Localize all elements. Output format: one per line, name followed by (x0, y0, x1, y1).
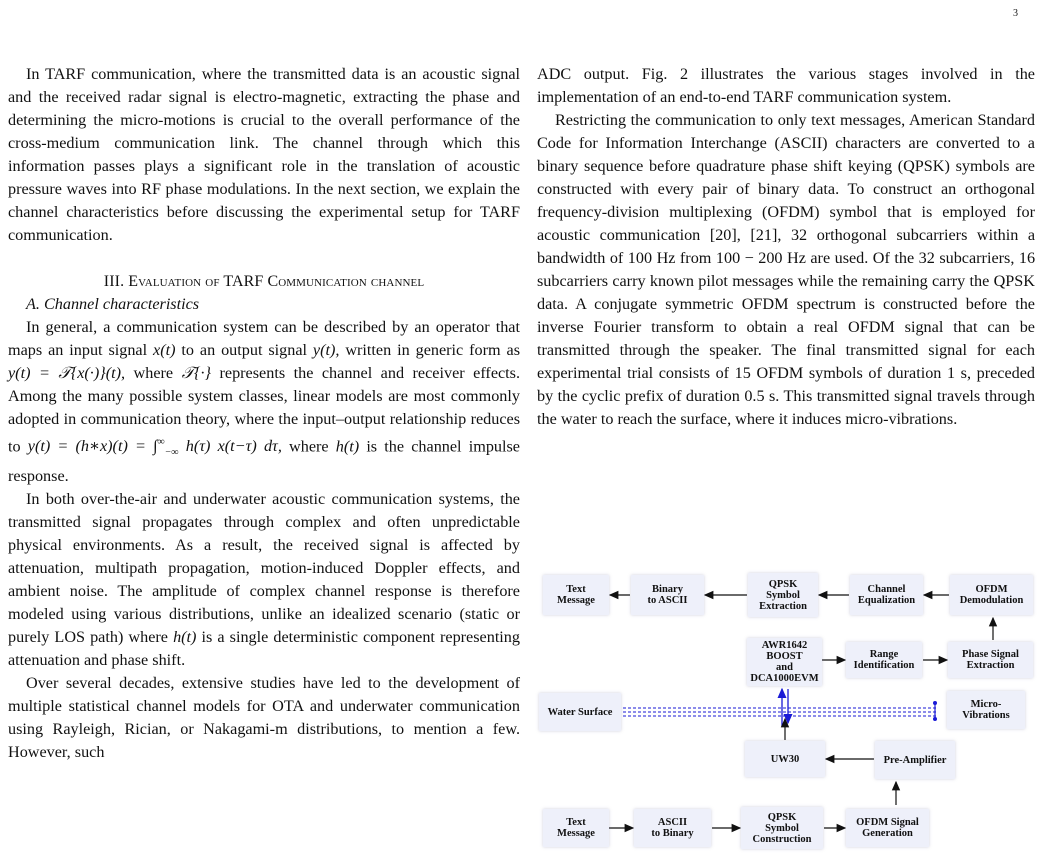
uw30-box: UW30 (745, 741, 825, 777)
range-identification-box: Range Identification (846, 642, 922, 678)
ascii-to-binary-box: ASCII to Binary (634, 809, 711, 847)
ofdm-demodulation-box: OFDM Demodulation (950, 575, 1033, 615)
pre-amplifier-box: Pre-Amplifier (875, 741, 955, 779)
paragraph-channel-model: In general, a communication system can be described by an operator that maps an input signal x(t) to an output signal y(t), written in generic form as y(t) = 𝒯{x(·)}(t), where 𝒯{·} represents the channel and receiver effects. Among the many possible system classes, linear models are most commonly adopted in communication theory, where the input–output relationship reduces to y(t) = (h∗x)(t) = $\int^\infty_{-\infty}$ h(τ) x(t−τ) dτ, where h(t) is the channel impulse response. (8, 318, 521, 485)
paragraph-propagation: In both over-the-air and underwater acoustic communication systems, the transmitted signal propagates through complex and often unpredictable physical environments. As a result, the received signal is affected by attenuation, multipath propagation, motion-induced Doppler effects, and ambient noise. The amplitude of complex channel response is therefore modeled using various distributions, unlike an idealized scenario (static or purely LOS path) where h(t) is a single deterministic component representing attenuation and phase shift. (8, 489, 520, 669)
ofdm-signal-generation-box: OFDM Signal Generation (846, 809, 929, 847)
radar-box: AWR1642 BOOST and DCA1000EVM (747, 638, 822, 686)
paragraph-ofdm: Restricting the communication to only text messages, American Standard Code for Information Interchange (ASCII) characters are converted to a binary sequence before quadrature phase shift keying (QPSK) symbols are constructed with every pair of binary data. To construct an orthogonal frequency-division multiplexing (OFDM) symbol that is employed for acoustic communication [20], [21], 32 orthogonal subcarriers within a bandwidth of 100 Hz from 100 − 200 Hz are used. Of the 32 subcarriers, 16 subcarriers carry known pilot messages while the remaining carry the QPSK data. A conjugate symmetric OFDM spectrum is constructed before the inverse Fourier transform to obtain a real OFDM signal that can be transmitted through the speaker. The final transmitted signal for each experimental trial consists of 15 OFDM symbols of duration 1 s, preceded by the cyclic prefix of duration 0.5 s. This transmitted signal travels through the water to reach the surface, where it induces micro-vibrations. (537, 111, 1036, 428)
section-heading: III. Evaluation of TARF Communication channel (103, 273, 425, 290)
paragraph-intro: In TARF communication, where the transmitted data is an acoustic signal and the received radar signal is electro-magnetic, extracting the phase and determining the micro-motions is crucial to the overall performance of the cross-medium communication link. The channel through which this information passes plays a significant role in the translation of acoustic pressure waves into RF phase modulations. In the next section, we explain the channel characteristics before discussing the experimental setup for TARF communication. (8, 65, 520, 244)
micro-vibrations-label: Micro- Vibrations (947, 691, 1025, 729)
convolution-equation: y(t) = (h∗x)(t) = $\int^\infty_{-\infty}$ h(τ) x(t−τ) dτ, (27, 437, 282, 459)
system-block-diagram (537, 567, 1035, 863)
right-column (537, 63, 1035, 431)
left-column (8, 63, 520, 764)
paragraph-adc: ADC output. Fig. 2 illustrates the various stages involved in the implementation of an end-to-end TARF communication system. (537, 65, 1035, 106)
qpsk-construction-box: QPSK Symbol Construction (741, 807, 823, 849)
text-message-output-box: Text Message (543, 575, 609, 615)
channel-equalization-box: Channel Equalization (850, 575, 923, 615)
paragraph-statistical-models: Over several decades, extensive studies have led to the development of multiple statistical channel models for OTA and underwater communication using Rayleigh, Rician, or Nakagami-m distributions, to mention a few. However, such (8, 673, 520, 761)
phase-signal-extraction-box: Phase Signal Extraction (948, 642, 1033, 678)
text-message-input-box: Text Message (543, 809, 609, 847)
page-number: 3 (1013, 8, 1018, 19)
qpsk-extraction-box: QPSK Symbol Extraction (748, 573, 818, 617)
subsection-heading: A. Channel characteristics (26, 295, 200, 313)
water-surface-label: Water Surface (539, 693, 621, 731)
binary-to-ascii-box: Binary to ASCII (631, 575, 704, 615)
